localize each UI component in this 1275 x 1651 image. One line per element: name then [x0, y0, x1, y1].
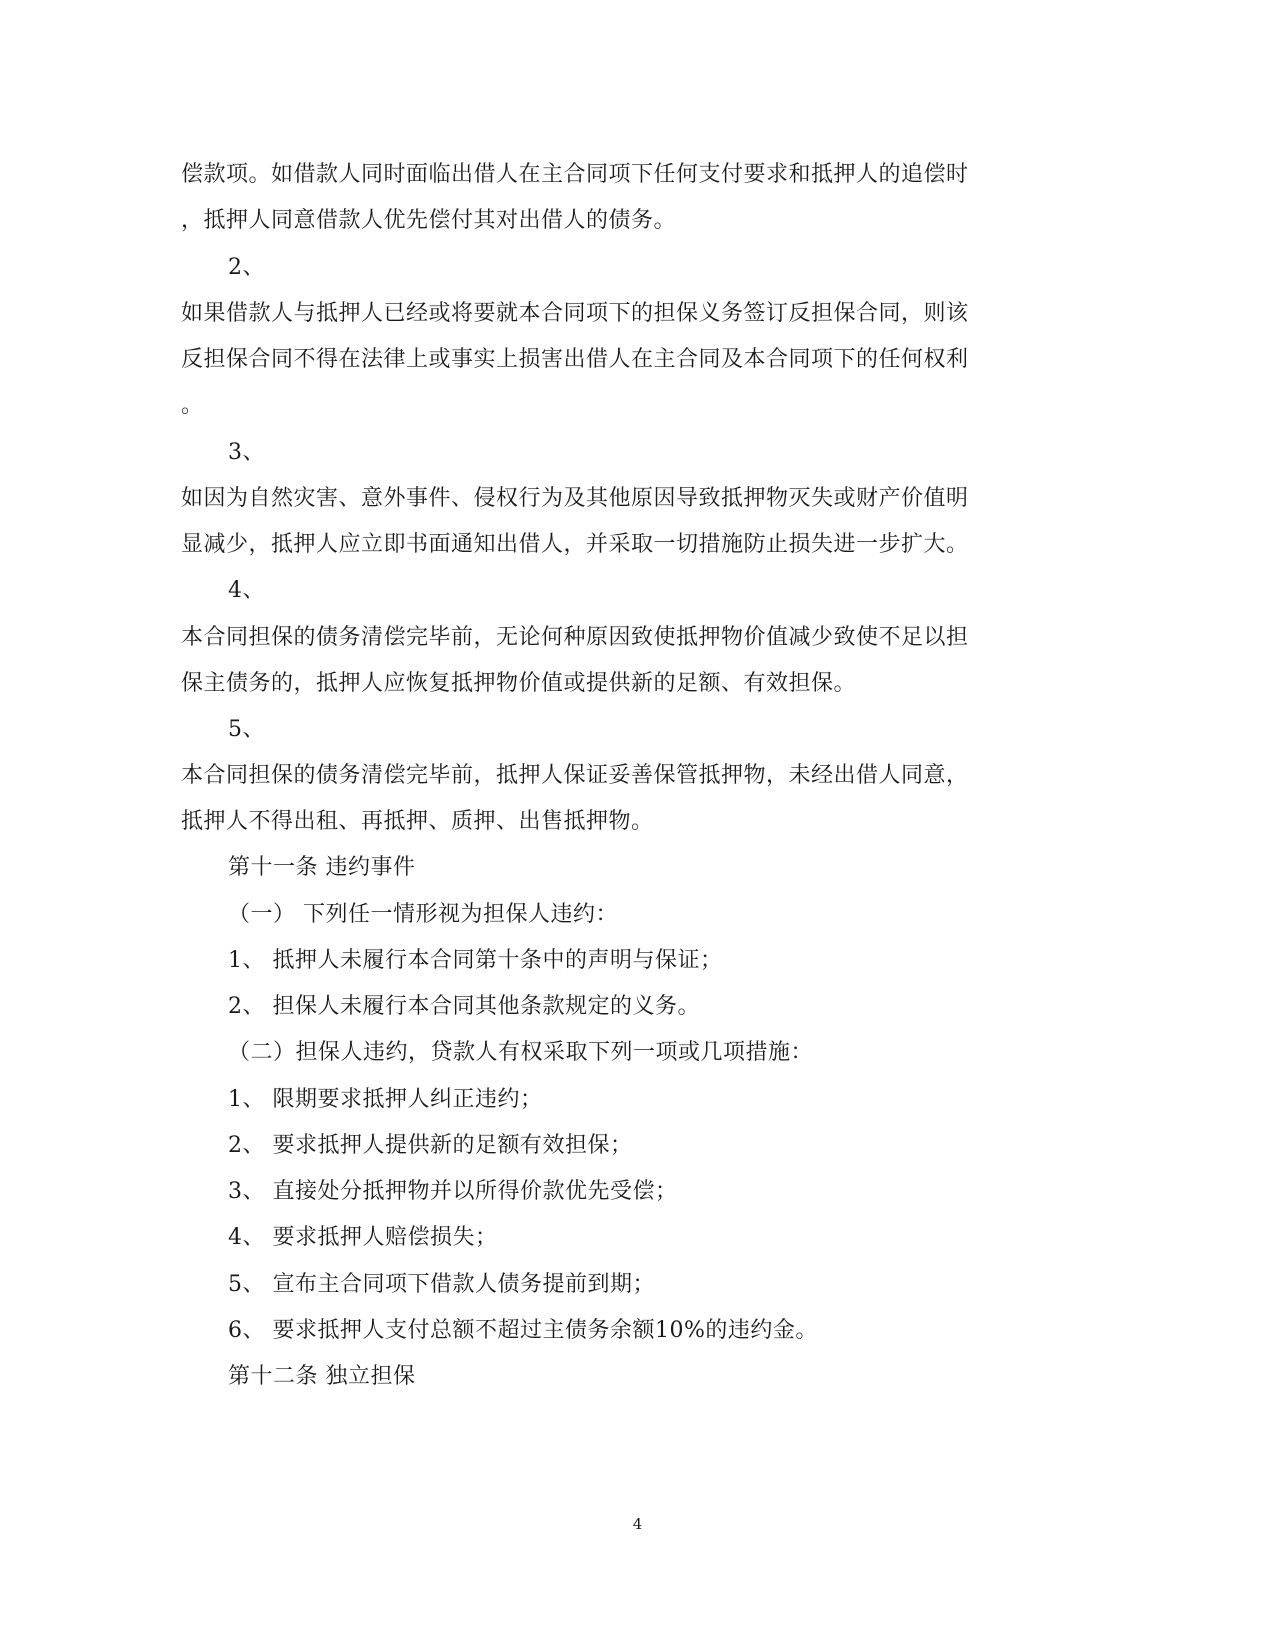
paragraph-line: 显减少，抵押人应立即书面通知出借人，并采取一切措施防止损失进一步扩大。: [181, 532, 969, 557]
section-heading: 第十二条 独立担保: [228, 1364, 416, 1389]
item-number: 4、: [228, 578, 265, 603]
paragraph-line: 如因为自然灾害、意外事件、侵权行为及其他原因导致抵押物灭失或财产价值明: [181, 486, 969, 511]
subsection-heading: （二）担保人违约，贷款人有权采取下列一项或几项措施：: [228, 1040, 814, 1065]
item-number: 2、: [228, 255, 265, 280]
subsection-heading: （一） 下列任一情形视为担保人违约：: [228, 902, 618, 927]
paragraph-line: 抵押人不得出租、再抵押、质押、出售抵押物。: [181, 809, 654, 834]
list-item: 4、 要求抵押人赔偿损失；: [228, 1225, 498, 1250]
item-number: 5、: [228, 717, 265, 742]
list-item: 5、 宣布主合同项下借款人债务提前到期；: [228, 1272, 655, 1297]
paragraph-line: 本合同担保的债务清偿完毕前，无论何种原因致使抵押物价值减少致使不足以担: [181, 625, 969, 650]
paragraph-line: 反担保合同不得在法律上或事实上损害出借人在主合同及本合同项下的任何权利: [181, 347, 969, 372]
paragraph-line: 本合同担保的债务清偿完毕前，抵押人保证妥善保管抵押物，未经出借人同意，: [181, 763, 969, 788]
item-number: 3、: [228, 440, 265, 465]
list-item: 1、 限期要求抵押人纠正违约；: [228, 1087, 543, 1112]
paragraph-line: ，抵押人同意借款人优先偿付其对出借人的债务。: [181, 208, 677, 233]
section-heading: 第十一条 违约事件: [228, 855, 416, 880]
list-item: 6、 要求抵押人支付总额不超过主债务余额10%的违约金。: [228, 1318, 818, 1343]
list-item: 3、 直接处分抵押物并以所得价款优先受偿；: [228, 1179, 678, 1204]
page-number: 4: [632, 1515, 643, 1533]
paragraph-line: 如果借款人与抵押人已经或将要就本合同项下的担保义务签订反担保合同，则该: [181, 301, 969, 326]
list-item: 2、 担保人未履行本合同其他条款规定的义务。: [228, 994, 700, 1019]
list-item: 2、 要求抵押人提供新的足额有效担保；: [228, 1133, 633, 1158]
paragraph-line: 。: [181, 393, 204, 418]
paragraph-line: 保主债务的，抵押人应恢复抵押物价值或提供新的足额、有效担保。: [181, 671, 857, 696]
list-item: 1、 抵押人未履行本合同第十条中的声明与保证；: [228, 948, 723, 973]
paragraph-line: 偿款项。如借款人同时面临出借人在主合同项下任何支付要求和抵押人的追偿时: [181, 162, 969, 187]
